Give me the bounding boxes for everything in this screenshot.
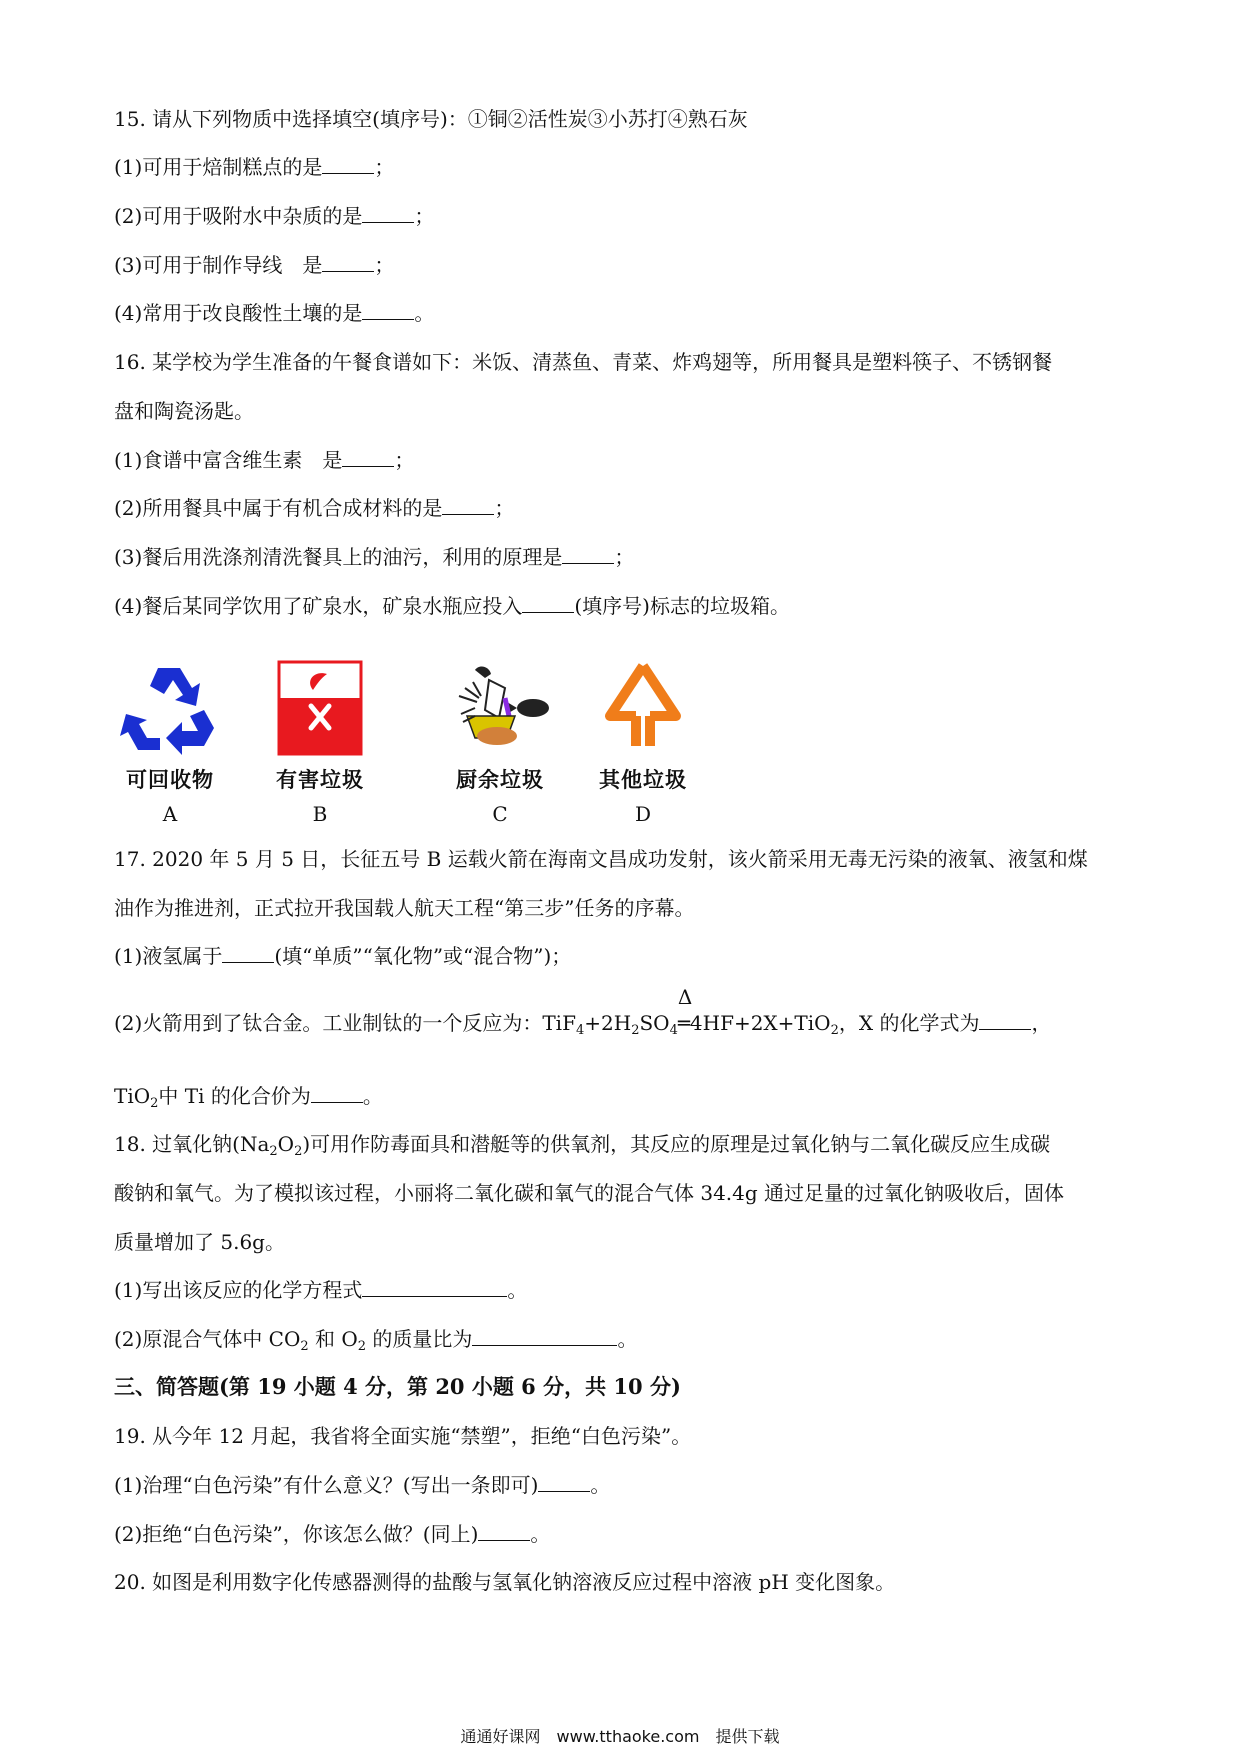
answer-blank[interactable]: [979, 1011, 1031, 1030]
kitchen-waste-icon: [445, 658, 555, 758]
q18-stem-line2: 酸钠和氧气。为了模拟该过程，小丽将二氧化碳和氧气的混合气体 34.4g 通过足量的过氧化钠吸收后，固体: [114, 1181, 1065, 1205]
q16-part4: (4)餐后某同学饮用了矿泉水，矿泉水瓶应投入 (填序号)标志的垃圾箱。: [114, 594, 790, 618]
q19-part2: (2)拒绝“白色污染”，你该怎么做？(同上) 。: [114, 1522, 551, 1546]
q20-stem: 20. 如图是利用数字化传感器测得的盐酸与氢氧化钠溶液反应过程中溶液 pH 变化图象。: [114, 1570, 896, 1594]
q17-part3: TiO$_2$中 Ti 的化合价为 。: [114, 1084, 383, 1111]
q17-stem-line1: 17. 2020 年 5 月 5 日，长征五号 B 运载火箭在海南文昌成功发射，该火箭采用无毒无污染的液氧、液氢和煤: [114, 847, 1088, 871]
q16-stem-line1: 16. 某学校为学生准备的午餐食谱如下：米饭、清蒸鱼、青菜、炸鸡翅等，所用餐具是塑料筷子、不锈钢餐: [114, 350, 1053, 374]
q16-part1: (1)食谱中富含维生素 是 ；: [114, 448, 415, 472]
q17-part1: (1)液氢属于 (填“单质”“氧化物”或“混合物”)；: [114, 944, 572, 968]
bin-letter: B: [312, 802, 328, 826]
answer-blank[interactable]: [562, 545, 614, 564]
q15-part3: (3)可用于制作导线 是 ；: [114, 253, 395, 277]
bin-label: 可回收物: [126, 768, 214, 792]
bin-letter: D: [634, 802, 652, 826]
answer-blank[interactable]: [478, 1522, 530, 1541]
q16-part3: (3)餐后用洗涤剂清洗餐具上的油污，利用的原理是 ；: [114, 545, 635, 569]
q18-stem-line1: 18. 过氧化钠$(Na_2O_2)$可用作防毒面具和潜艇等的供氧剂，其反应的原理是过氧化钠与二氧化碳反应生成碳: [114, 1132, 1051, 1159]
bin-label: 厨余垃圾: [456, 768, 544, 792]
bin-letter: C: [492, 802, 508, 826]
q16-stem-line2: 盘和陶瓷汤匙。: [114, 399, 254, 423]
answer-blank[interactable]: [522, 594, 574, 613]
answer-blank[interactable]: [322, 253, 374, 272]
page-footer: 通通好课网 www.tthaoke.com 提供下载: [460, 1727, 780, 1746]
q17-stem-line2: 油作为推进剂，正式拉开我国载人航天工程“第三步”任务的序幕。: [114, 896, 695, 920]
heat-condition: Δ ═: [677, 985, 693, 1035]
answer-blank[interactable]: [222, 944, 274, 963]
answer-blank[interactable]: [311, 1084, 363, 1103]
bin-option-b: [260, 658, 380, 826]
section-heading: 三、简答题(第 19 小题 4 分，第 20 小题 6 分，共 10 分): [114, 1374, 681, 1399]
q17-part2: (2)火箭用到了钛合金。工业制钛的一个反应为：$TiF_4+2H_2SO_4$ Δ ═4HF+2X+TiO$_2$，X 的化学式为 ，: [114, 985, 1052, 1038]
answer-blank[interactable]: [362, 1278, 507, 1297]
bin-option-a: [110, 658, 230, 826]
answer-blank[interactable]: [472, 1327, 617, 1346]
bin-letter: A: [162, 802, 178, 826]
q15-stem: 15. 请从下列物质中选择填空(填序号)：①铜②活性炭③小苏打④熟石灰: [114, 107, 748, 131]
hazard-icon: [275, 658, 365, 758]
bin-label: 其他垃圾: [599, 768, 687, 792]
answer-blank[interactable]: [342, 448, 394, 467]
bin-option-d: [583, 658, 703, 826]
answer-blank[interactable]: [538, 1473, 590, 1492]
bin-option-c: [440, 658, 560, 826]
q15-part4: (4)常用于改良酸性土壤的是 。: [114, 301, 435, 325]
q16-part2: (2)所用餐具中属于有机合成材料的是 ；: [114, 496, 515, 520]
q19-stem: 19. 从今年 12 月起，我省将全面实施“禁塑”，拒绝“白色污染”。: [114, 1424, 692, 1448]
q19-part1: (1)治理“白色污染”有什么意义？(写出一条即可) 。: [114, 1473, 611, 1497]
other-waste-icon: [598, 658, 688, 758]
answer-blank[interactable]: [442, 496, 494, 515]
answer-blank[interactable]: [362, 204, 414, 223]
q15-part2: (2)可用于吸附水中杂质的是 ；: [114, 204, 435, 228]
recycle-icon: [120, 658, 220, 758]
bin-label: 有害垃圾: [276, 768, 364, 792]
q15-part1: (1)可用于焙制糕点的是 ；: [114, 155, 395, 179]
answer-blank[interactable]: [322, 155, 374, 174]
reaction-equation: $TiF_4+2H_2SO_4$ Δ ═4HF+2X+TiO$_2$: [542, 985, 839, 1038]
answer-blank[interactable]: [362, 301, 414, 320]
q18-part2: (2)原混合气体中 $CO_2$ 和 $O_2$ 的质量比为 。: [114, 1327, 638, 1354]
q18-part1: (1)写出该反应的化学方程式 。: [114, 1278, 528, 1302]
q18-stem-line3: 质量增加了 5.6g。: [114, 1230, 285, 1254]
